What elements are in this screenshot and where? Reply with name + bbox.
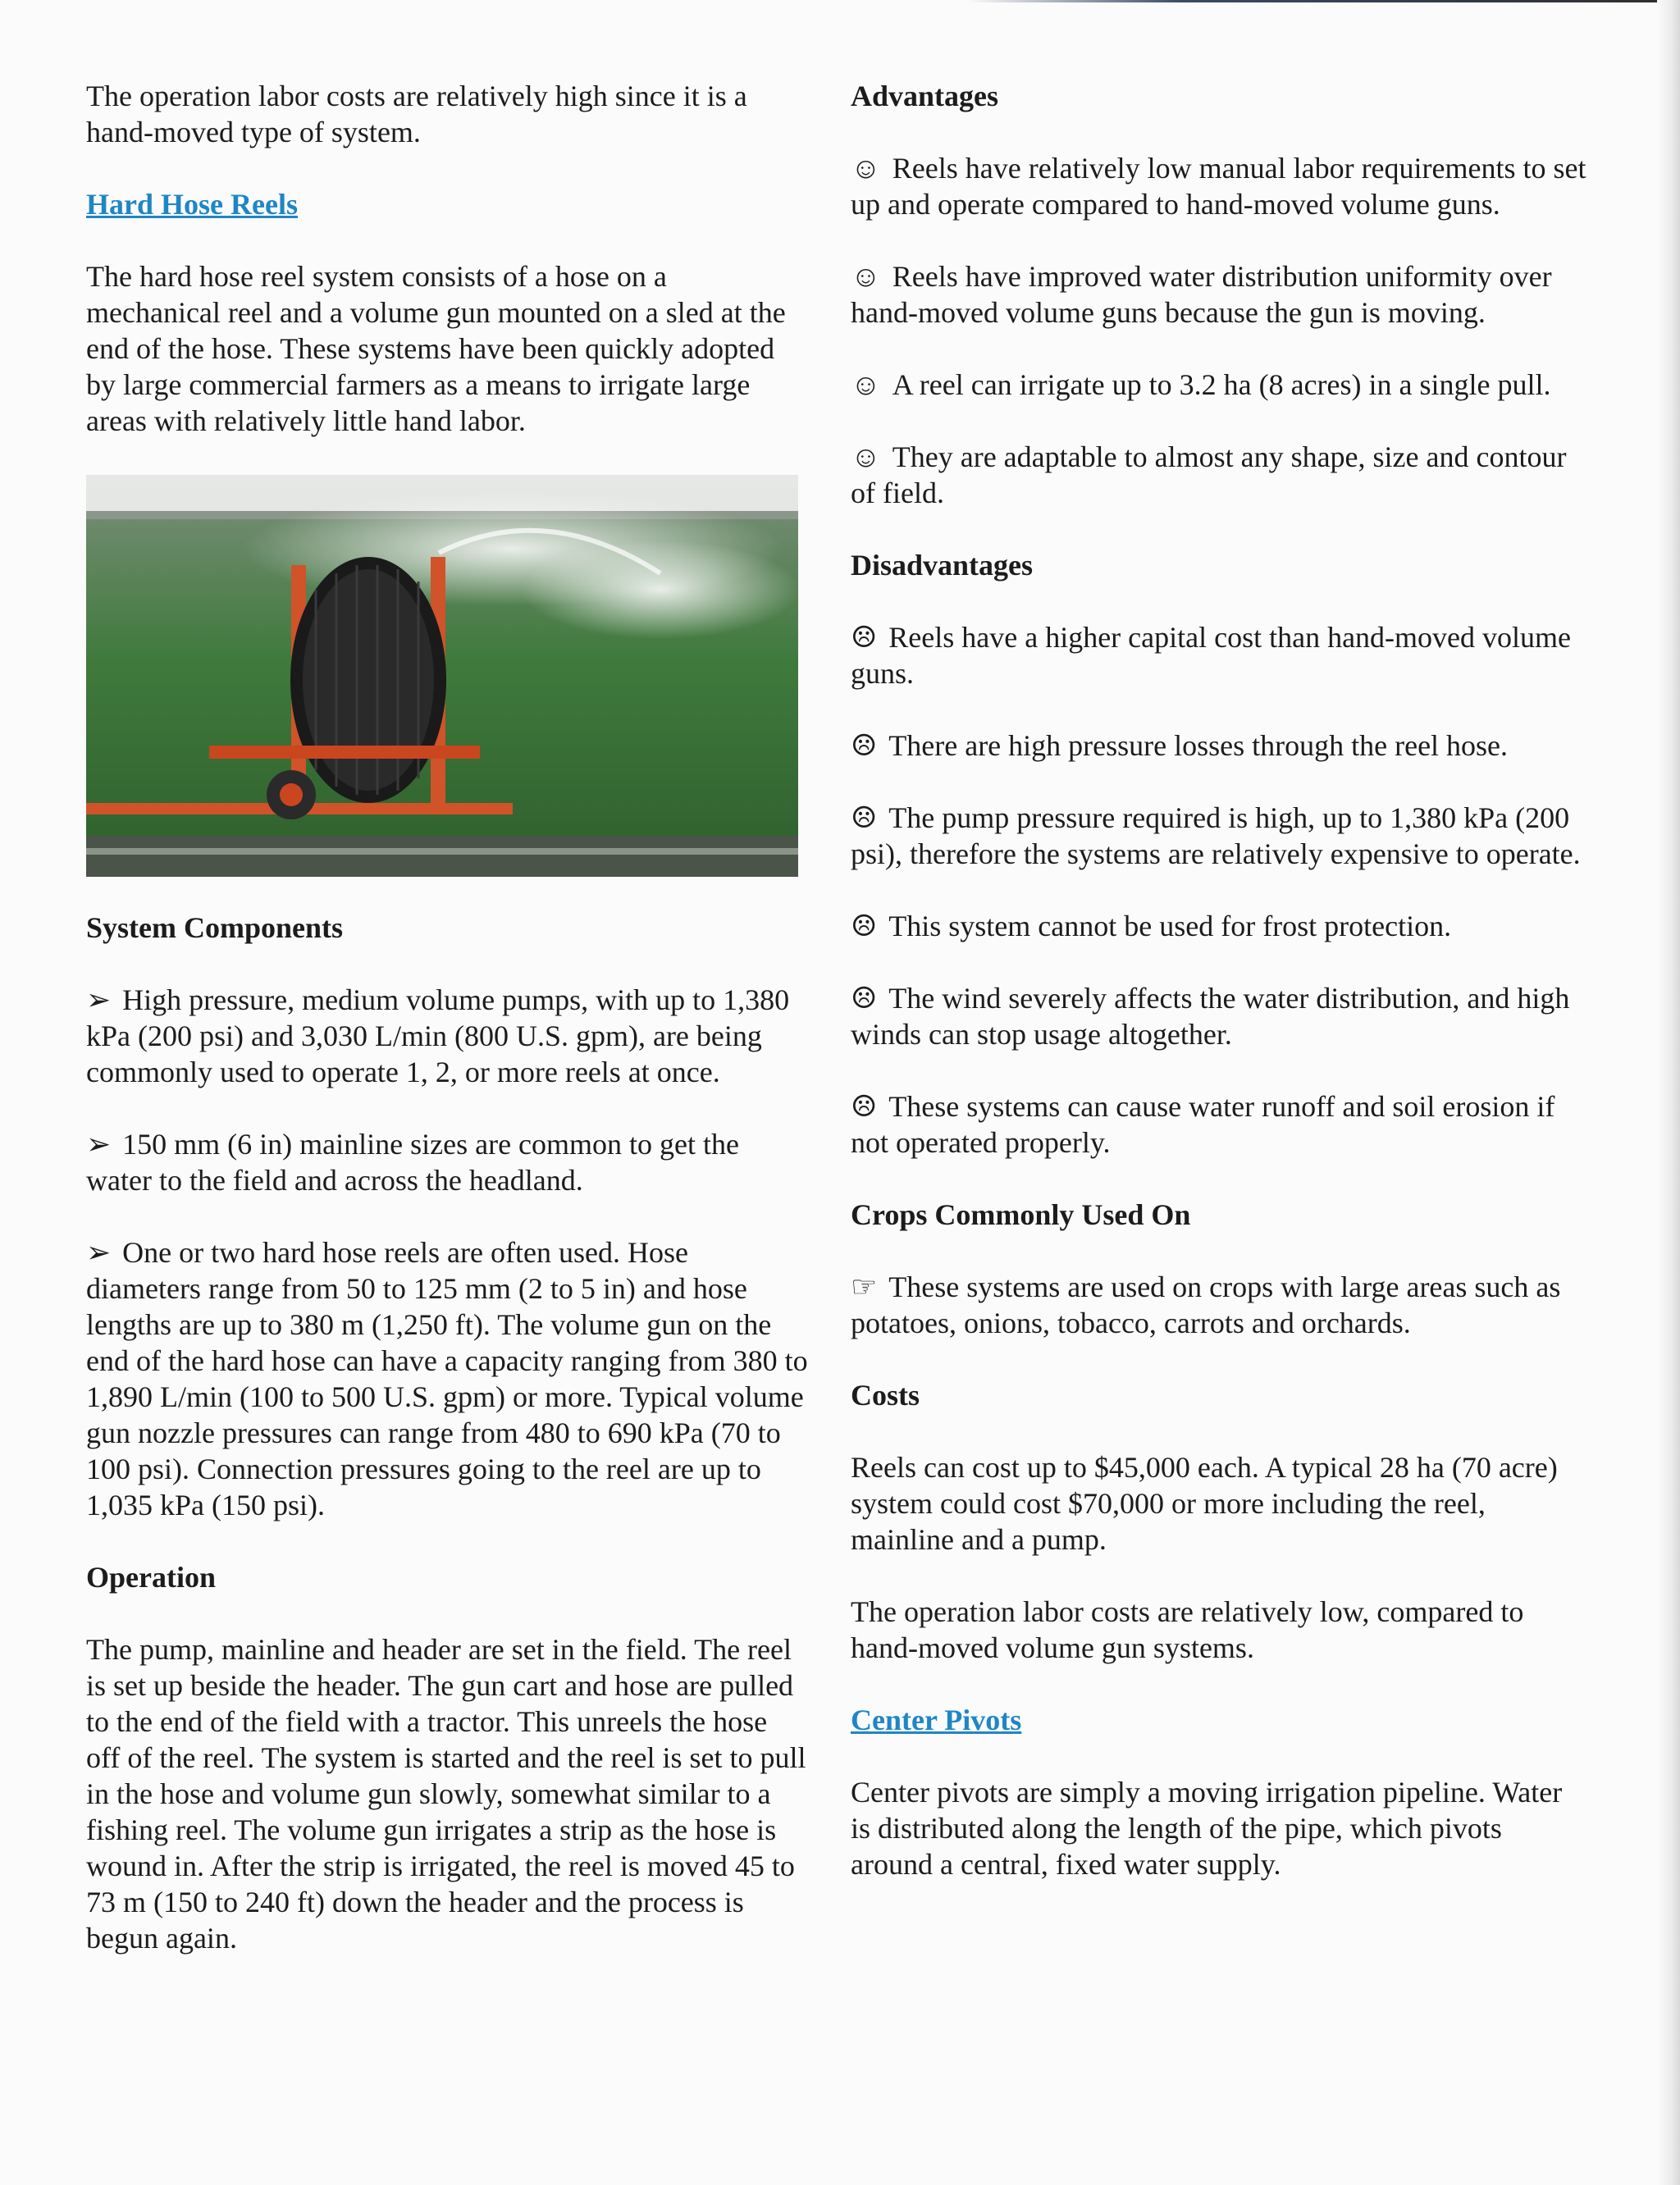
disadvantage-text: This system cannot be used for frost protection. bbox=[888, 910, 1452, 942]
disadvantage-item bbox=[851, 728, 1589, 764]
frown-icon: ☹ bbox=[851, 729, 878, 762]
component-item bbox=[86, 982, 808, 1090]
crops-item bbox=[851, 1269, 1589, 1341]
operation-paragraph: The pump, mainline and header are set in the field. The reel is set up beside the header. The gun cart and hose are pulled to the end of the field with a tractor. This unreels the hose off of the reel. The system is started and the reel is set to pull in the hose and volume gun slowly, somewhat similar to a fishing reel. The volume gun irrigates a strip as the hose is wound in. After the strip is irrigated, the reel is moved 45 to 73 m (150 to 240 ft) down the header and the process is begun again. bbox=[86, 1633, 806, 1955]
advantage-text: Reels have improved water distribution uniformity over hand-moved volume guns because the gun is moving. bbox=[851, 260, 1552, 329]
crops-text: These systems are used on crops with large areas such as potatoes, onions, tobacco, carrots and orchards. bbox=[851, 1270, 1561, 1339]
advantage-text: Reels have relatively low manual labor requirements to set up and operate compared to hand-moved volume guns. bbox=[851, 152, 1586, 221]
center-pivots-link[interactable]: Center Pivots bbox=[851, 1704, 1022, 1736]
disadvantage-item bbox=[851, 1088, 1589, 1161]
advantage-text: A reel can irrigate up to 3.2 ha (8 acres) in a single pull. bbox=[892, 368, 1551, 401]
hose-reel-photo bbox=[86, 475, 798, 877]
disadvantage-text: The pump pressure required is high, up to 1,380 kPa (200 psi), therefore the systems are relatively expensive to operate. bbox=[851, 801, 1581, 870]
left-column bbox=[86, 78, 808, 1992]
advantage-item bbox=[851, 258, 1589, 331]
frown-icon: ☹ bbox=[851, 1090, 878, 1123]
hard-hose-description: The hard hose reel system consists of a hose on a mechanical reel and a volume gun mounted on a sled at the end of the hose. These systems have been quickly adopted by large commercial farmers as a means to irrigate large areas with relatively little hand labor. bbox=[86, 260, 786, 437]
disadvantage-item bbox=[851, 908, 1589, 944]
pointing-hand-icon: ☞ bbox=[851, 1270, 878, 1303]
arrow-bullet-icon: ➢ bbox=[86, 1236, 112, 1269]
arrow-bullet-icon: ➢ bbox=[86, 983, 112, 1016]
crops-heading: Crops Commonly Used On bbox=[851, 1198, 1191, 1231]
advantage-text: They are adaptable to almost any shape, size and contour of field. bbox=[851, 440, 1567, 509]
smiley-icon: ☺ bbox=[851, 368, 881, 401]
disadvantages-heading: Disadvantages bbox=[851, 549, 1034, 582]
disadvantage-item bbox=[851, 980, 1589, 1052]
component-text: One or two hard hose reels are often used. Hose diameters range from 50 to 125 mm (2 to 5 in) and hose lengths are up to 380 m (1,250 ft). The volume gun on the end of the hard hose can have a capacity ranging from 380 to 1,890 L/min (100 to 500 U.S. gpm) or more. Typical volume gun nozzle pressures can range from 480 to 690 kPa (70 to 100 psi). Connection pressures going to the reel are up to 1,035 kPa (150 psi). bbox=[86, 1236, 808, 1521]
advantage-item bbox=[851, 150, 1589, 222]
smiley-icon: ☺ bbox=[851, 152, 881, 185]
right-column bbox=[851, 78, 1589, 1918]
page-edge-shadow bbox=[1657, 0, 1680, 2185]
disadvantage-text: Reels have a higher capital cost than hand-moved volume guns. bbox=[851, 621, 1572, 690]
disadvantage-text: These systems can cause water runoff and soil erosion if not operated properly. bbox=[851, 1090, 1555, 1159]
frown-icon: ☹ bbox=[851, 801, 878, 834]
costs-paragraph-1: Reels can cost up to $45,000 each. A typical 28 ha (70 acre) system could cost $70,000 or more including the reel, mainline and a pump. bbox=[851, 1451, 1558, 1556]
component-item bbox=[86, 1126, 808, 1198]
advantage-item bbox=[851, 367, 1589, 403]
costs-heading: Costs bbox=[851, 1379, 920, 1412]
component-text: 150 mm (6 in) mainline sizes are common to get the water to the field and across the headland. bbox=[86, 1128, 739, 1197]
hard-hose-reels-link[interactable]: Hard Hose Reels bbox=[86, 188, 298, 221]
frown-icon: ☹ bbox=[851, 621, 878, 654]
advantages-heading: Advantages bbox=[851, 80, 999, 112]
system-components-heading: System Components bbox=[86, 911, 344, 944]
disadvantage-text: There are high pressure losses through the reel hose. bbox=[888, 729, 1509, 762]
top-border-line bbox=[968, 0, 1680, 2]
intro-paragraph: The operation labor costs are relatively high since it is a hand-moved type of system. bbox=[86, 80, 747, 148]
component-item bbox=[86, 1234, 808, 1523]
center-pivots-paragraph: Center pivots are simply a moving irrigation pipeline. Water is distributed along the length of the pipe, which pivots around a central, fixed water supply. bbox=[851, 1776, 1563, 1881]
disadvantage-text: The wind severely affects the water distribution, and high winds can stop usage altogether. bbox=[851, 982, 1570, 1051]
disadvantage-item bbox=[851, 619, 1589, 691]
smiley-icon: ☺ bbox=[851, 260, 881, 293]
disadvantage-item bbox=[851, 800, 1589, 872]
costs-paragraph-2: The operation labor costs are relatively low, compared to hand-moved volume gun systems. bbox=[851, 1595, 1524, 1664]
component-text: High pressure, medium volume pumps, with up to 1,380 kPa (200 psi) and 3,030 L/min (800 U.S. gpm), are being commonly used to operate 1, 2, or more reels at once. bbox=[86, 983, 790, 1088]
smiley-icon: ☺ bbox=[851, 440, 881, 473]
operation-heading: Operation bbox=[86, 1561, 216, 1594]
arrow-bullet-icon: ➢ bbox=[86, 1128, 112, 1161]
advantage-item bbox=[851, 439, 1589, 511]
frown-icon: ☹ bbox=[851, 910, 878, 942]
frown-icon: ☹ bbox=[851, 982, 878, 1015]
